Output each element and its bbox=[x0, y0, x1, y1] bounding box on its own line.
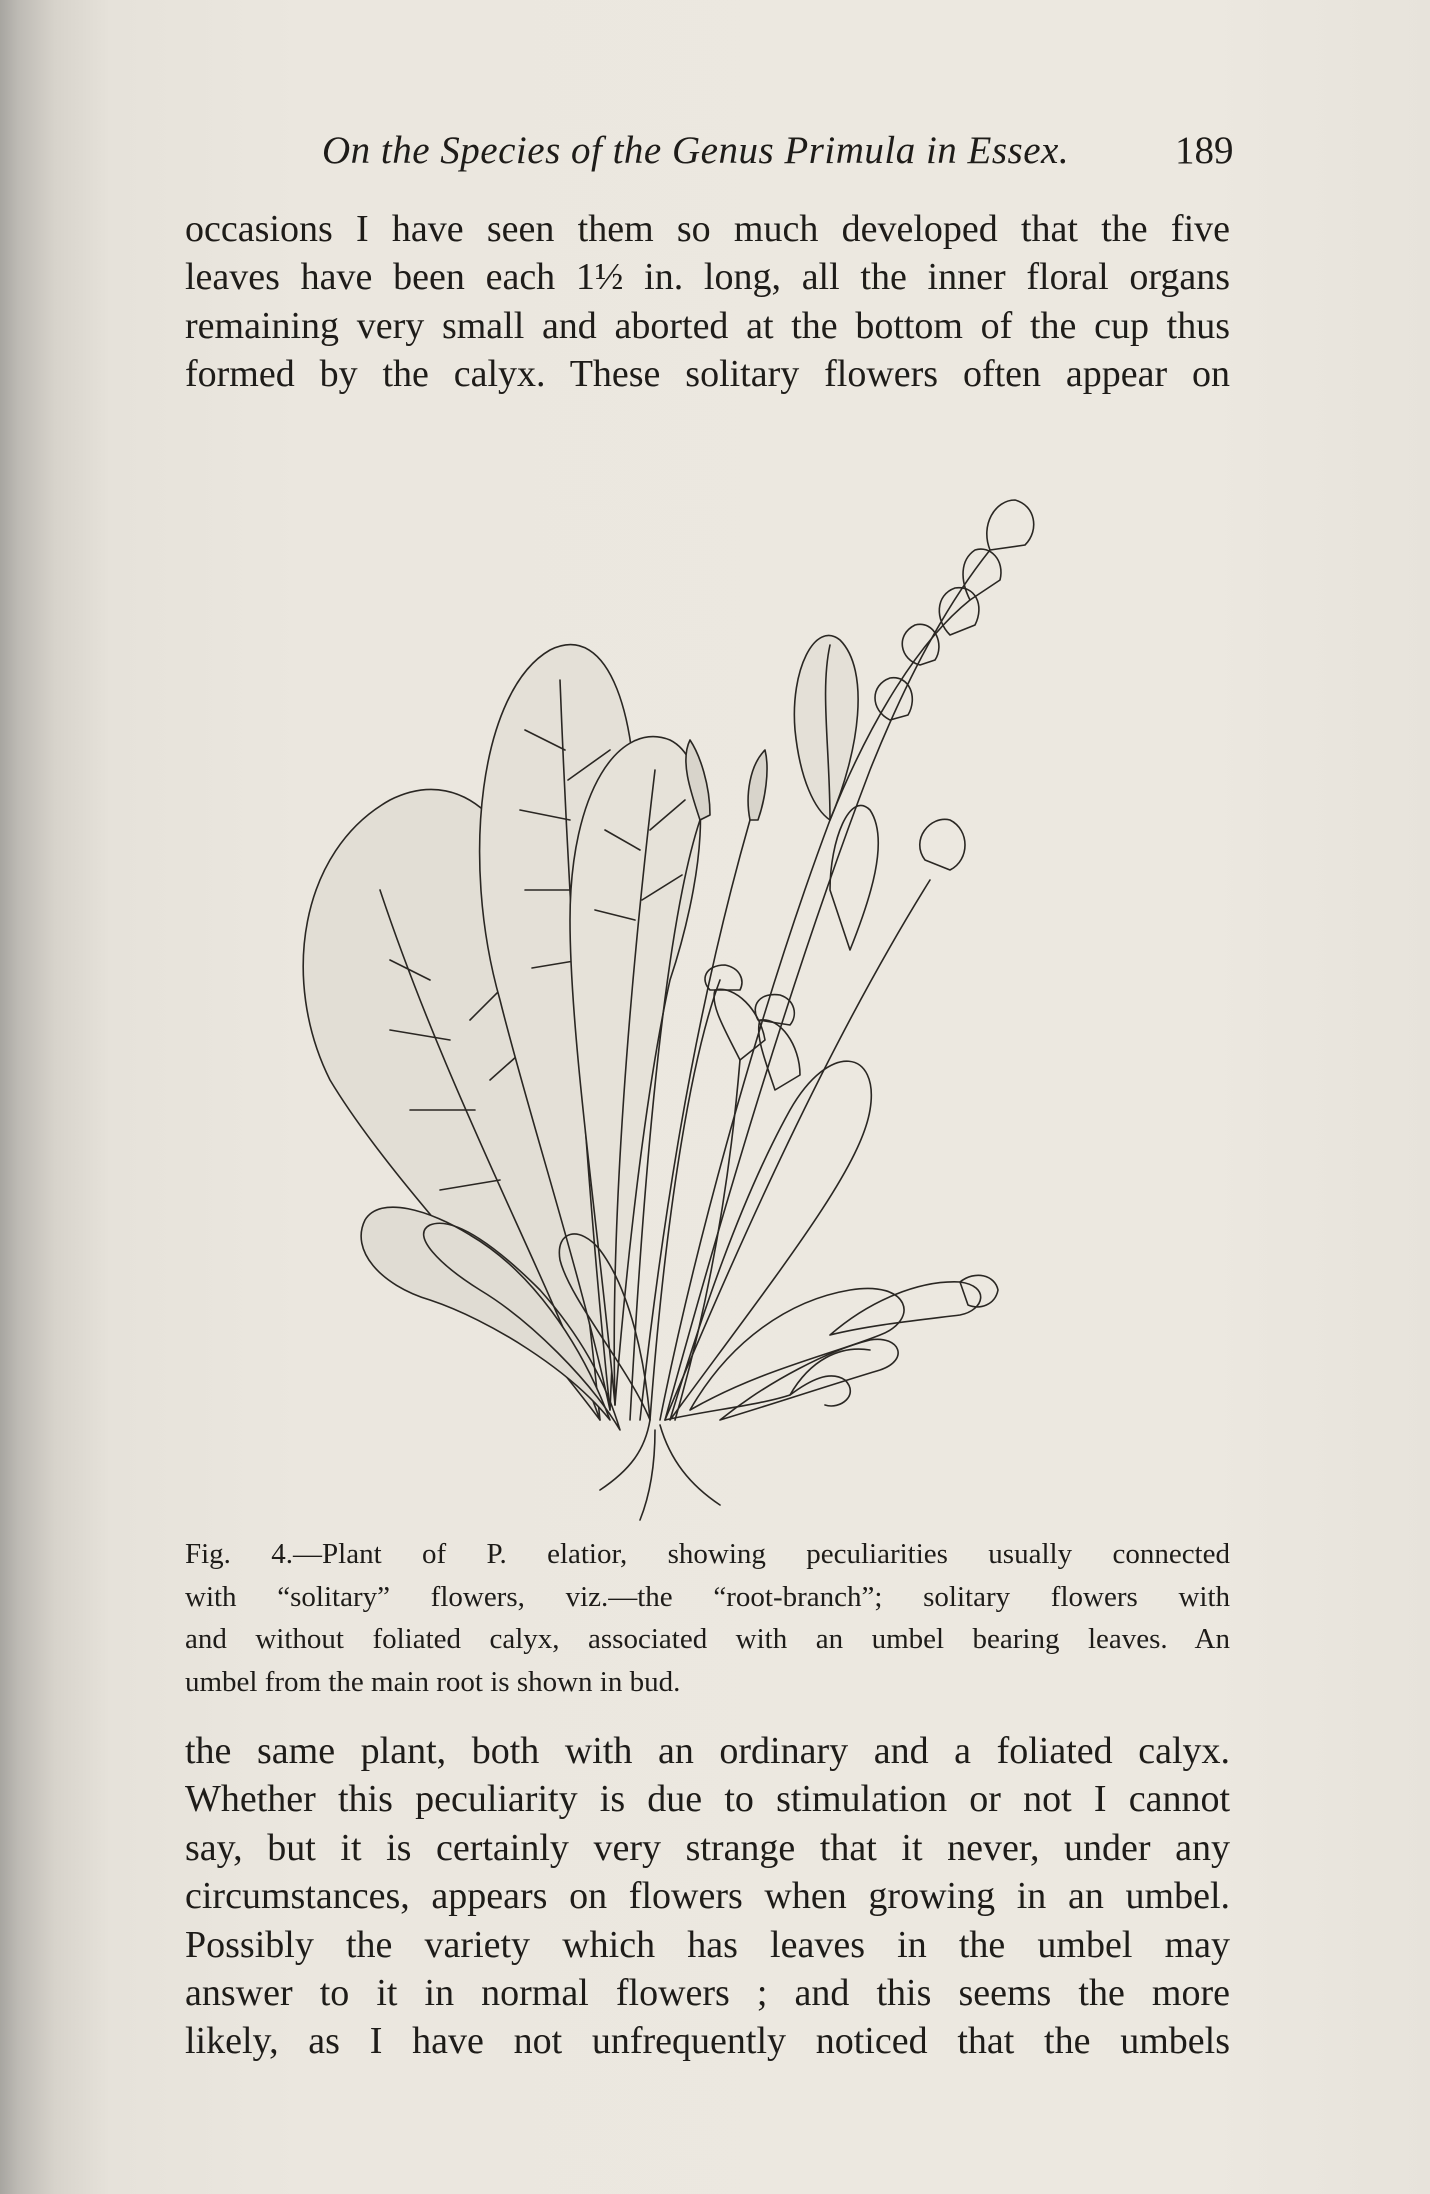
page-number: 189 bbox=[1175, 129, 1234, 172]
text-line: the same plant, both with an ordinary and a foliated calyx. bbox=[185, 1730, 1230, 1772]
text-line: circumstances, appears on flowers when growing in an umbel. bbox=[185, 1875, 1230, 1918]
running-title: On the Species of the Genus Primula in Essex. bbox=[322, 129, 1070, 172]
text-line: formed by the calyx. These solitary flowers often appear on bbox=[185, 353, 1230, 396]
caption-line: Fig. 4.—Plant of P. elatior, showing peculiarities usually connected bbox=[185, 1538, 1230, 1570]
primula-plant-illustration bbox=[270, 420, 1120, 1540]
text-line: remaining very small and aborted at the bottom of the cup thus bbox=[185, 304, 1230, 347]
caption-line: umbel from the main root is shown in bud. bbox=[185, 1665, 681, 1698]
top-paragraph bbox=[185, 205, 1230, 399]
text-line: Whether this peculiarity is due to stimulation or not I cannot bbox=[185, 1778, 1230, 1821]
leaf-illustration bbox=[720, 1339, 898, 1420]
bottom-paragraph bbox=[185, 1727, 1230, 2066]
text-line: occasions I have seen them so much developed that the five bbox=[185, 208, 1230, 250]
text-line: say, but it is certainly very strange that it never, under any bbox=[185, 1826, 1230, 1869]
figure-caption bbox=[185, 1533, 1230, 1703]
text-line: likely, as I have not unfrequently noticed that the umbels bbox=[185, 2020, 1230, 2063]
leaf-illustration bbox=[830, 805, 878, 950]
text-line: leaves have been each 1½ in. long, all the inner floral organs bbox=[185, 256, 1230, 299]
text-line: Possibly the variety which has leaves in the umbel may bbox=[185, 1923, 1230, 1966]
caption-line: and without foliated calyx, associated with an umbel bearing leaves. An bbox=[185, 1623, 1230, 1655]
page-header bbox=[0, 128, 1430, 178]
text-line: answer to it in normal flowers ; and this seems the more bbox=[185, 1971, 1230, 2014]
caption-line: with “solitary” flowers, viz.—the “root-branch”; solitary flowers with bbox=[185, 1580, 1230, 1613]
